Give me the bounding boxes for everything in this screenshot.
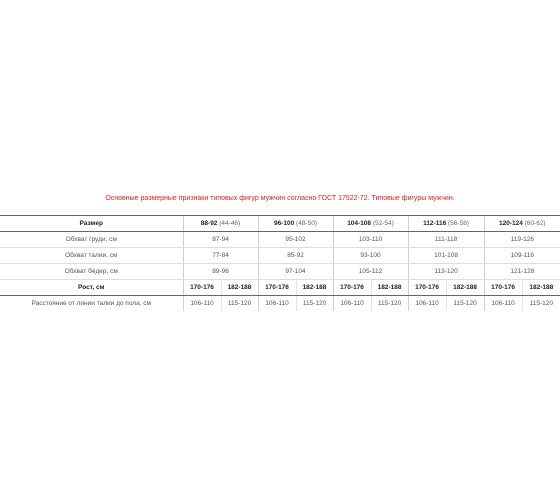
height-cell: 170-176 xyxy=(333,280,371,296)
size-alt: (48-50) xyxy=(296,220,318,227)
size-main: 104-108 xyxy=(347,220,372,227)
table-row xyxy=(0,232,560,248)
height-cell: 182-188 xyxy=(522,280,560,296)
length-label: Расстояние от линии талии до пола, см xyxy=(31,300,152,307)
length-cell: 115-120 xyxy=(371,296,408,312)
height-cell: 182-188 xyxy=(446,280,484,296)
length-cell: 115-120 xyxy=(522,296,560,312)
table-cell: 89-96 xyxy=(183,264,258,280)
length-cell: 106-110 xyxy=(258,296,296,312)
table-cell: 85-92 xyxy=(258,248,333,264)
table-cell: 113-120 xyxy=(408,264,484,280)
height-cell: 170-176 xyxy=(183,280,221,296)
table-cell: 101-108 xyxy=(408,248,484,264)
table-cell: 103-110 xyxy=(333,232,408,248)
height-cell: 182-188 xyxy=(296,280,333,296)
size-header-cell xyxy=(258,216,333,232)
row-label: Обхват груди, см xyxy=(0,232,183,248)
size-header-cell xyxy=(333,216,408,232)
size-main: 120-124 xyxy=(498,220,523,227)
height-label: Рост, см xyxy=(0,280,183,296)
size-header-row xyxy=(0,216,560,232)
length-cell: 115-120 xyxy=(296,296,333,312)
size-main: 96-100 xyxy=(273,220,295,227)
length-cell: 106-110 xyxy=(333,296,371,312)
length-cell: 106-110 xyxy=(183,296,221,312)
table-cell: 77-84 xyxy=(183,248,258,264)
size-alt: (52-54) xyxy=(372,220,394,227)
table-cell: 93-100 xyxy=(333,248,408,264)
table-cell: 109-116 xyxy=(484,248,560,264)
height-cell: 182-188 xyxy=(371,280,408,296)
table-cell: 111-118 xyxy=(408,232,484,248)
row-label: Обхват бёдер, см xyxy=(0,264,183,280)
table-row xyxy=(0,248,560,264)
size-table xyxy=(0,215,560,311)
size-alt: (60-62) xyxy=(524,220,546,227)
size-alt: (56-58) xyxy=(448,220,469,227)
table-caption: Основные размерные признаки типовых фигур мужчин согласно ГОСТ 17522-72. Типовые фигуры мужчин. xyxy=(105,195,455,202)
height-cell: 170-176 xyxy=(484,280,522,296)
size-main: 88-92 xyxy=(200,220,218,227)
length-row xyxy=(0,296,560,312)
size-header-cell xyxy=(408,216,484,232)
size-main: 112-116 xyxy=(423,220,447,227)
table-cell: 121-128 xyxy=(484,264,560,280)
table-cell: 119-126 xyxy=(484,232,560,248)
height-cell: 170-176 xyxy=(258,280,296,296)
height-cell: 182-188 xyxy=(221,280,258,296)
height-cell: 170-176 xyxy=(408,280,446,296)
row-label: Обхват талии, см xyxy=(0,248,183,264)
length-cell: 115-120 xyxy=(221,296,258,312)
size-label: Размер xyxy=(0,216,183,232)
length-cell: 106-110 xyxy=(408,296,446,312)
length-cell: 106-110 xyxy=(484,296,522,312)
table-cell: 95-102 xyxy=(258,232,333,248)
size-alt: (44-46) xyxy=(219,220,241,227)
table-cell: 97-104 xyxy=(258,264,333,280)
size-header-cell xyxy=(484,216,560,232)
length-cell: 115-120 xyxy=(446,296,484,312)
size-header-cell xyxy=(183,216,258,232)
height-row xyxy=(0,280,560,296)
table-cell: 105-112 xyxy=(333,264,408,280)
table-cell: 87-94 xyxy=(183,232,258,248)
table-row xyxy=(0,264,560,280)
